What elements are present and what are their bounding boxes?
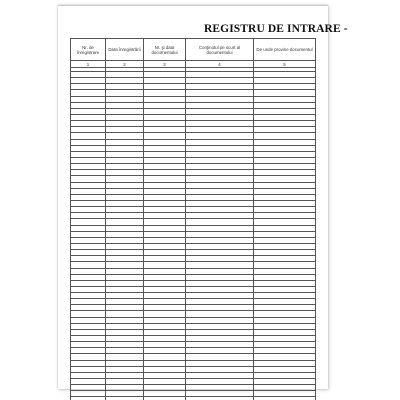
column-header: Conţinutul pe scurt al documentului	[186, 39, 254, 61]
column-header: Nr. de înregistrare	[71, 39, 106, 61]
column-header: Data înregistrării	[106, 39, 144, 61]
column-header: Nr. şi data documentului	[144, 39, 186, 61]
register-table	[70, 38, 316, 400]
column-number-row	[71, 61, 316, 68]
column-number: 4	[186, 61, 254, 68]
header-row	[71, 39, 316, 61]
column-number: 5	[254, 61, 316, 68]
column-number: 2	[106, 61, 144, 68]
column-number: 1	[71, 61, 106, 68]
register-sheet	[58, 5, 348, 389]
column-header: De unde provine documentul	[254, 39, 316, 61]
register-body	[71, 61, 316, 400]
top-rule	[58, 5, 328, 6]
register-title: REGISTRU DE INTRARE -	[204, 23, 348, 35]
column-number: 3	[144, 61, 186, 68]
